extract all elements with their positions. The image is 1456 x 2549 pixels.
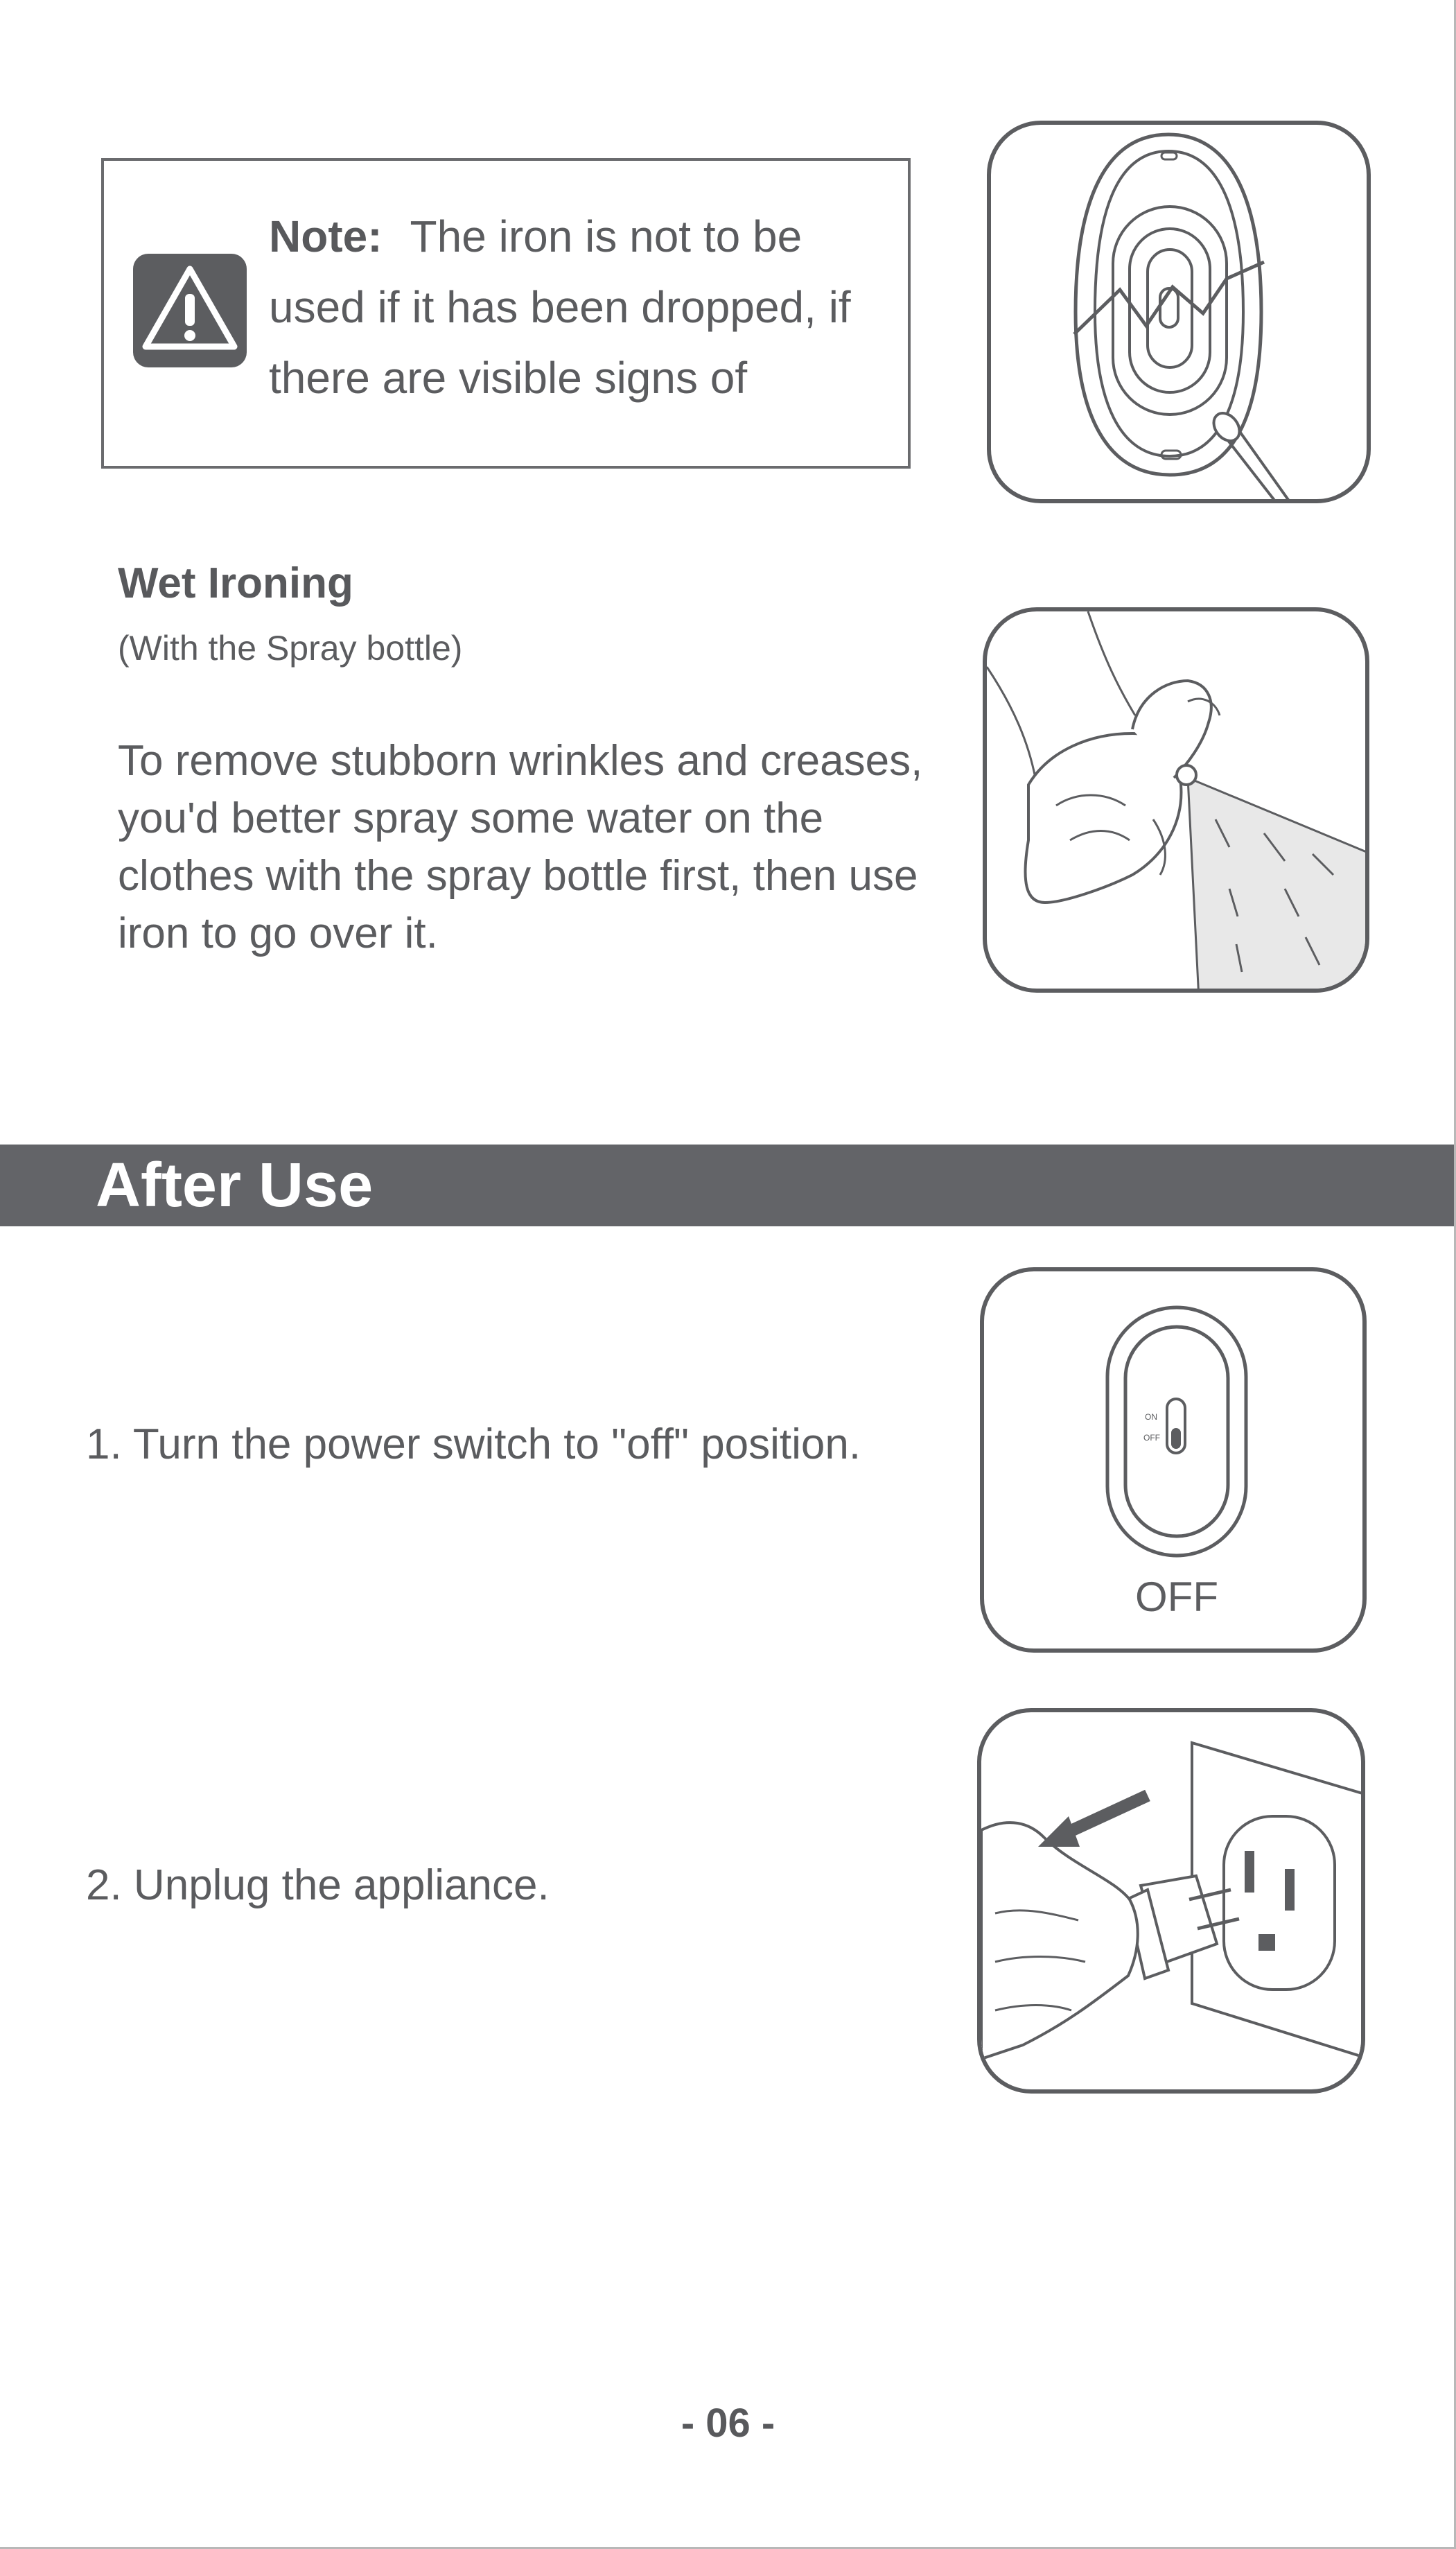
switch-on-label: ON — [1145, 1412, 1157, 1422]
off-caption: OFF — [1135, 1574, 1218, 1620]
power-switch-illustration — [980, 1267, 1367, 1653]
wet-ironing-title: Wet Ironing — [118, 559, 353, 607]
warning-triangle-icon — [133, 254, 247, 367]
step-1-text: 1. Turn the power switch to "off" position. — [86, 1420, 861, 1468]
damaged-iron-illustration — [987, 121, 1371, 503]
spray-bottle-illustration — [983, 607, 1369, 993]
step-2-text: 2. Unplug the appliance. — [86, 1861, 550, 1909]
page-number: - 06 - — [681, 2401, 775, 2446]
switch-off-label: OFF — [1143, 1433, 1160, 1443]
note-body: The iron is not to be used if it has been dropped, if there are visible signs of — [269, 211, 851, 403]
wet-ironing-subtitle: (With the Spray bottle) — [118, 629, 463, 668]
wet-ironing-instructions: To remove stubborn wrinkles and creases, you'd better spray some water on the clothes with the spray bottle first, then use iron to go over it. — [118, 737, 923, 957]
unplug-illustration — [977, 1708, 1365, 2094]
after-use-title: After Use — [96, 1151, 374, 1220]
note-label: Note: — [269, 211, 383, 261]
note-text-block — [269, 201, 893, 413]
